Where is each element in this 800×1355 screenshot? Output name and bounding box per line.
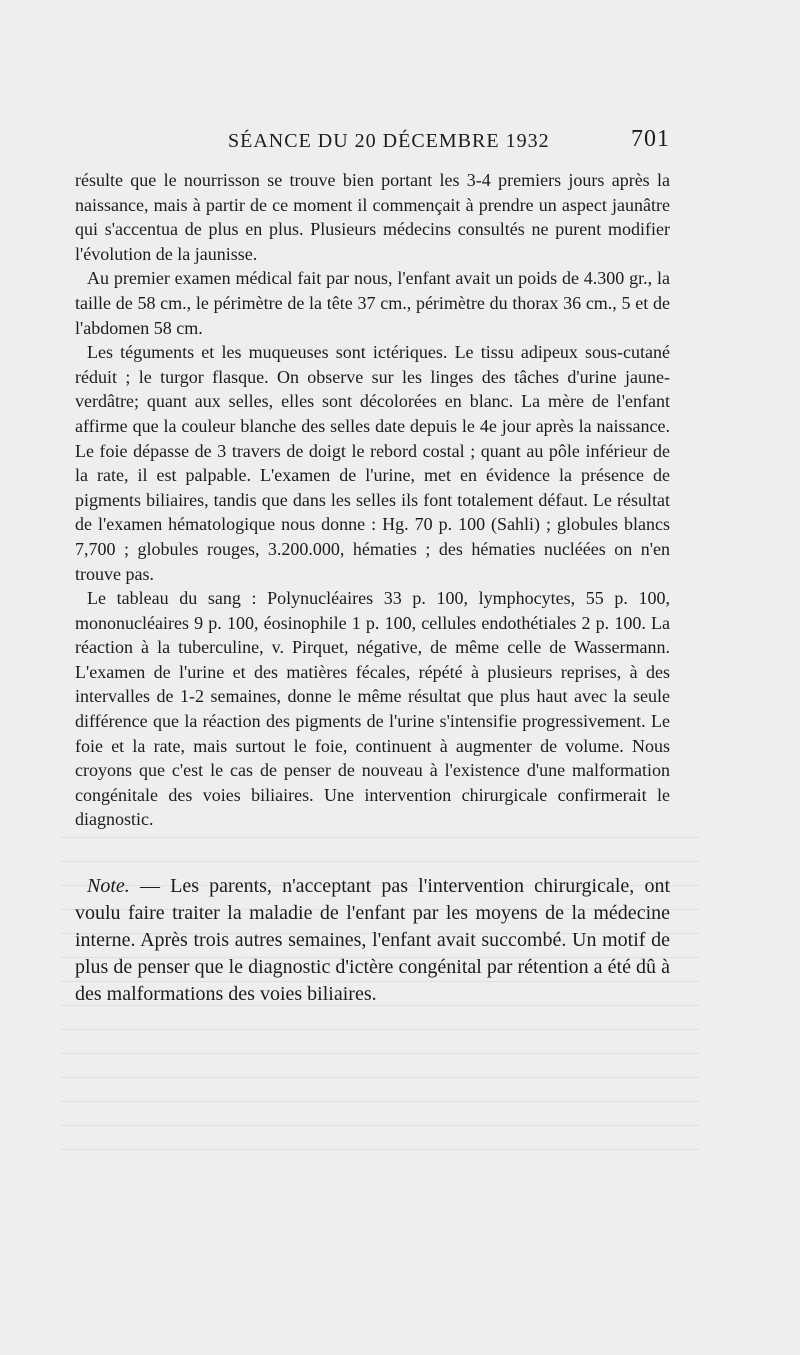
running-header — [228, 126, 670, 166]
note-text: — Les parents, n'acceptant pas l'intervention chirurgicale, ont voulu faire traiter la maladie de l'enfant par les moyens de la médecine interne. Après trois autres semaines, l'enfant avait succombé. Un motif de plus de penser que le diagnostic d'ictère congénital par rétention a été dû à des malformations des voies biliaires. — [75, 875, 670, 1005]
note-label: Note. — [87, 875, 130, 897]
note-section — [75, 873, 670, 1008]
paragraph-4: Le tableau du sang : Polynucléaires 33 p. 100, lymphocytes, 55 p. 100, mononucléaires 9 p. 100, éosinophile 1 p. 100, cellules endothétiales 2 p. 100. La réaction à la tuberculine, v. Pirquet, négative, de même celle de Wassermann. L'examen de l'urine et des matières fécales, répété à plusieurs reprises, à des intervalles de 1-2 semaines, donne le même résultat que plus haut avec la seule différence que la réaction des pigments de l'urine s'intensifie progressivement. Le foie et la rate, mais surtout le foie, continuent à augmenter de volume. Nous croyons que c'est le cas de penser de nouveau à l'existence d'une malformation congénitale des voies biliaires. Une intervention chirurgicale confirmerait le diagnostic. — [75, 588, 670, 830]
running-title: SÉANCE DU 20 DÉCEMBRE 1932 — [228, 130, 550, 152]
note-paragraph — [75, 873, 670, 1008]
paragraph-2: Au premier examen médical fait par nous, l'enfant avait un poids de 4.300 gr., la taille de 58 cm., le périmètre de la tête 37 cm., périmètre du thorax 36 cm., 5 et de l'abdomen 58 cm. — [75, 268, 670, 338]
body-text — [75, 168, 670, 832]
paragraph-3: Les téguments et les muqueuses sont ictériques. Le tissu adipeux sous-cutané réduit ; le turgor flasque. On observe sur les linges des tâches d'urine jaune-verdâtre; quant aux selles, elles sont décolorées en blanc. La mère de l'enfant affirme que la couleur blanche des selles date depuis le 4e jour après la naissance. Le foie dépasse de 3 travers de doigt le rebord costal ; quant au pôle inférieur de la rate, il est palpable. L'examen de l'urine, met en évidence la présence de pigments biliaires, tandis que dans les selles ils font totalement défaut. Le résultat de l'examen hématologique nous donne : Hg. 70 p. 100 (Sahli) ; globules blancs 7,700 ; globules rouges, 3.200.000, hématies ; des hématies nucléées on n'en trouve pas. — [75, 342, 670, 584]
page-number: 701 — [631, 126, 670, 152]
paragraph-1: résulte que le nourrisson se trouve bien portant les 3-4 premiers jours après la naissance, mais à partir de ce moment il commençait à prendre un aspect jaunâtre qui s'accentua de plus en plus. Plusieurs médecins consultés ne purent modifier l'évolution de la jaunisse. — [75, 170, 670, 264]
